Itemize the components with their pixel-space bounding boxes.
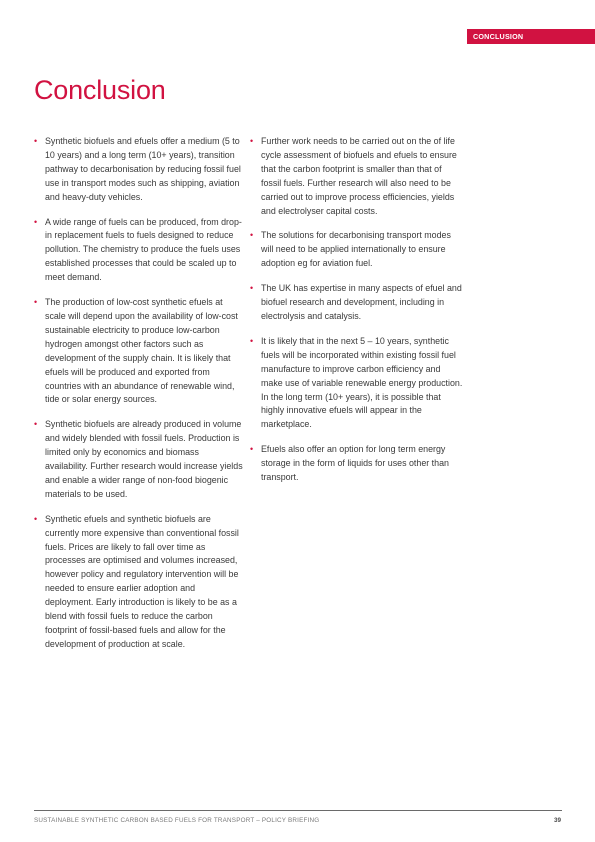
bullet-dot: •	[34, 216, 38, 227]
section-label-tab: CONCLUSION	[467, 29, 595, 44]
bullet-text: The UK has expertise in many aspects of efuel and biofuel research and development, including in electrolysis and catalysis.	[261, 283, 462, 321]
left-bullet-column	[34, 135, 244, 663]
bullet-dot: •	[34, 136, 38, 146]
bullet-item	[34, 135, 244, 205]
footer-divider	[34, 810, 562, 811]
bullet-item	[34, 418, 244, 501]
bullet-item	[250, 335, 464, 432]
bullet-text: It is likely that in the next 5 – 10 years, synthetic fuels will be incorporated within existing fossil fuel manufacture to improve carbon efficiency and make use of variable renewable energy production. In the long term (10+ years), it is possible that highly innovative efuels will appear in the marketplace.	[261, 335, 463, 430]
bullet-item	[34, 216, 244, 286]
bullet-dot: •	[250, 136, 254, 146]
bullet-dot: •	[250, 444, 254, 455]
bullet-dot: •	[250, 283, 254, 294]
bullet-item	[250, 135, 464, 218]
right-bullet-column	[250, 135, 464, 496]
bullet-item	[34, 513, 244, 652]
bullet-text: Further work needs to be carried out on the of life cycle assessment of biofuels and efuels to ensure that the carbon footprint is smaller than that of fossil fuels. Further research will also need to be carried out to improve process efficiencies, yields and electrolyser capital costs.	[261, 136, 457, 216]
bullet-text: Efuels also offer an option for long term energy storage in the form of liquids for uses other than transport.	[261, 444, 449, 483]
bullet-dot: •	[34, 419, 38, 430]
bullet-item	[250, 282, 464, 324]
bullet-item	[250, 229, 464, 271]
bullet-text: The production of low-cost synthetic efuels at scale will depend upon the availability of low-cost sustainable electricity to produce low-carbon hydrogen amongst other factors such as development of the supply chain. It is likely that efuels will be produced and exported from countries with an abundance of renewable wind, tide or solar energy sources.	[45, 297, 238, 405]
bullet-text: The solutions for decarbonising transport modes will need to be applied internationally to ensure adoption eg for aviation fuel.	[261, 230, 451, 269]
bullet-dot: •	[250, 335, 254, 346]
footer-publication-title: SUSTAINABLE SYNTHETIC CARBON BASED FUELS FOR TRANSPORT – POLICY BRIEFING	[34, 817, 320, 824]
bullet-text: Synthetic biofuels are already produced in volume and widely blended with fossil fuels. Production is limited only by economics and biomass availability. Further research would increase yields and enable a wider range of non-food biogenic materials to be used.	[45, 419, 243, 499]
bullet-text: Synthetic efuels and synthetic biofuels are currently more expensive than conventional fossil fuels. Prices are likely to fall over time as processes are optimised and volumes increased, however policy and regulatory intervention will be needed to ensure earlier adoption and deployment. Early introduction is likely to be as a blend with fossil fuels to reduce the carbon footprint of fossil-based fuels and allow for the development of production at scale.	[45, 513, 239, 649]
page-title: Conclusion	[34, 75, 166, 105]
page-number: 39	[553, 817, 561, 824]
bullet-text: A wide range of fuels can be produced, from drop-in replacement fuels to fuels designed to reduce pollution. The chemistry to produce the fuels uses established processes that could be scaled up to meet demand.	[45, 216, 242, 283]
bullet-dot: •	[34, 297, 38, 308]
bullet-dot: •	[34, 513, 38, 524]
bullet-text: Synthetic biofuels and efuels offer a medium (5 to 10 years) and a long term (10+ years), transition pathway to decarbonisation by reducing fossil fuel use in transport modes such as shipping, aviation and heavy-duty vehicles.	[45, 136, 241, 202]
bullet-item	[34, 296, 244, 407]
bullet-item	[250, 443, 464, 485]
bullet-dot: •	[250, 230, 254, 241]
